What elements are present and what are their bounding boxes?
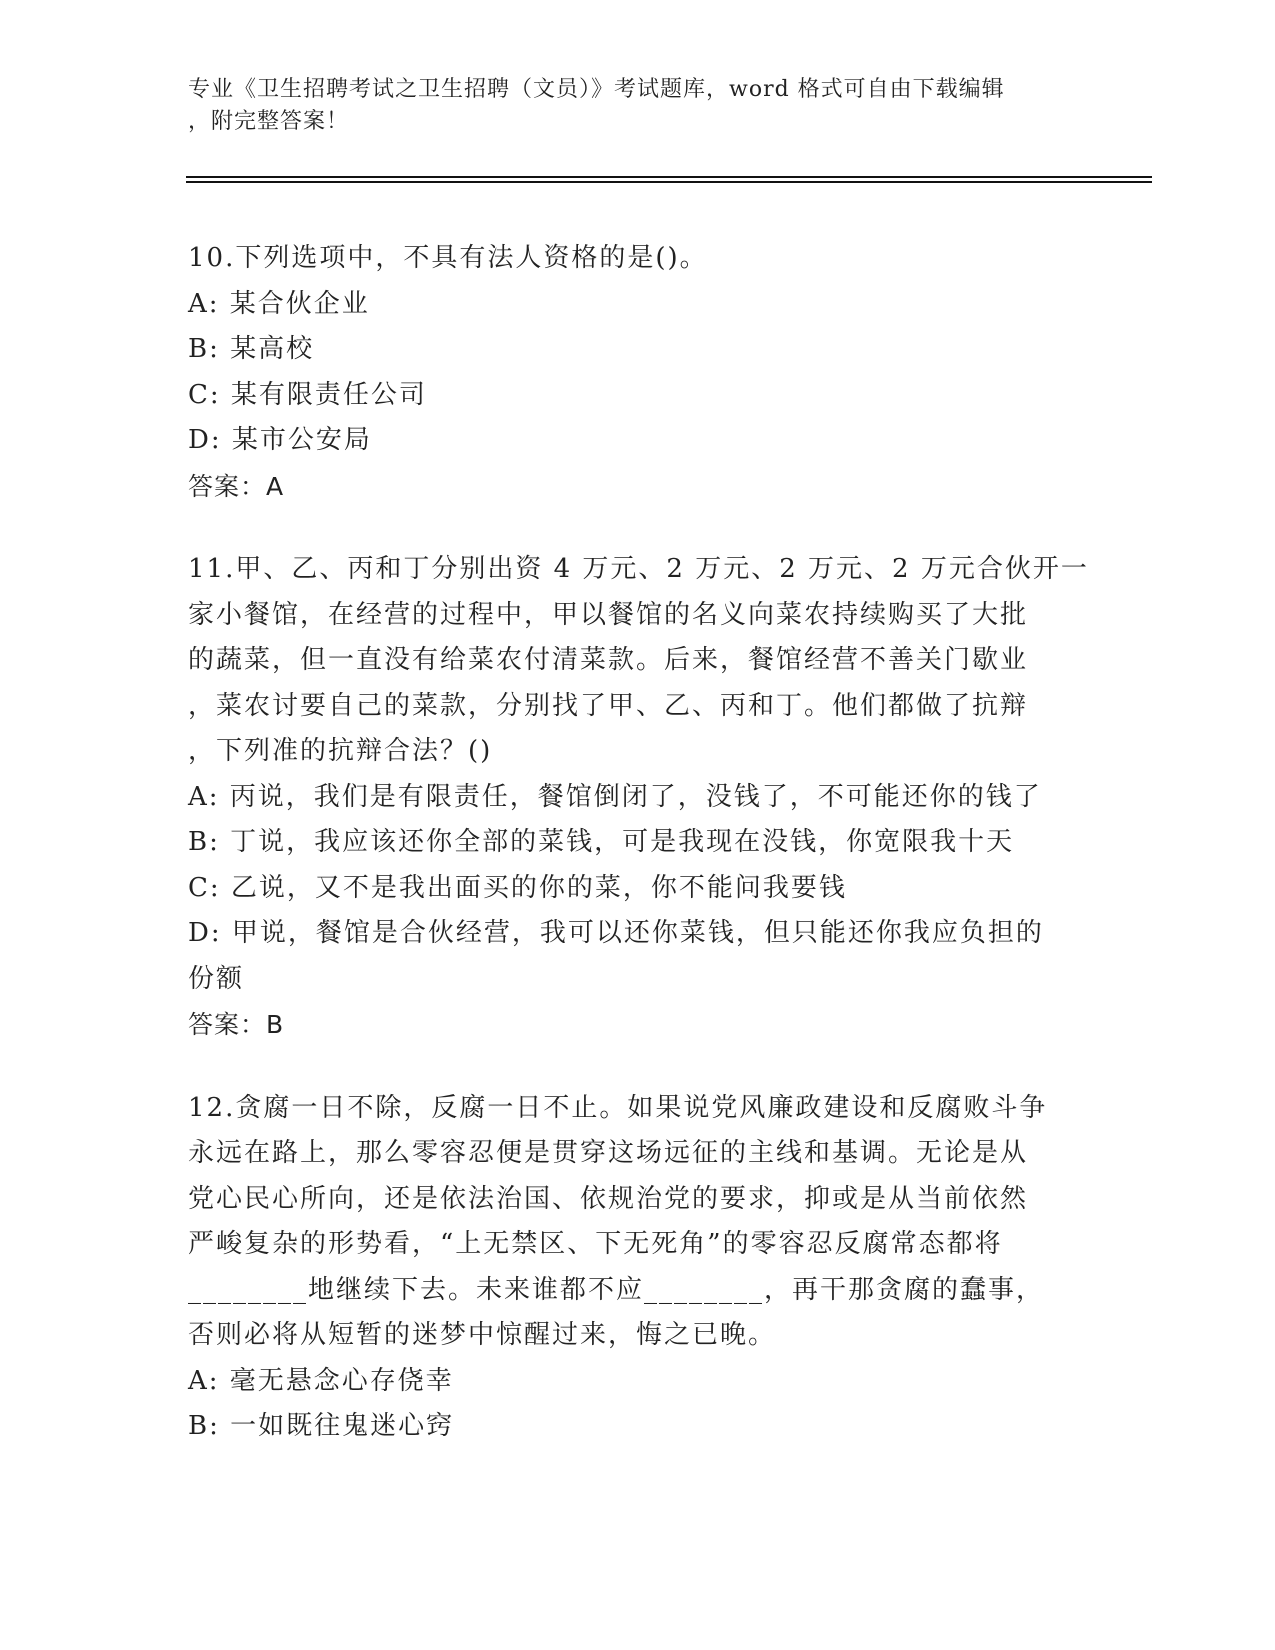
question-text: ，菜农讨要自己的菜款，分别找了甲、乙、丙和丁。他们都做了抗辩 — [188, 690, 1029, 721]
option-b: B: 一如既往鬼迷心窍 — [188, 1411, 455, 1441]
option-a: A: 某合伙企业 — [188, 288, 370, 319]
question-text: 11.甲、乙、丙和丁分别出资 4 万元、2 万元、2 万元、2 万元合伙开一 — [188, 554, 1089, 584]
question-text: 10.下列选项中，不具有法人资格的是()。 — [188, 243, 708, 273]
option-d-continued: 份额 — [188, 963, 245, 994]
option-c: C: 某有限责任公司 — [188, 379, 427, 410]
question-text: ________地继续下去。未来谁都不应________，再干那贪腐的蠢事， — [188, 1274, 1045, 1305]
header-divider-top — [186, 176, 1152, 178]
option-b: B: 丁说，我应该还你全部的菜钱，可是我现在没钱，你宽限我十天 — [188, 827, 1015, 857]
header-line: 专业《卫生招聘考试之卫生招聘（文员）》考试题库，word 格式可自由下载编辑 — [188, 77, 1005, 102]
option-b: B: 某高校 — [188, 334, 315, 364]
option-a: A: 毫无悬念心存侥幸 — [188, 1365, 454, 1396]
question-text: 家小餐馆，在经营的过程中，甲以餐馆的名义向菜农持续购买了大批 — [188, 599, 1029, 630]
header-divider-bottom — [186, 181, 1152, 183]
question-text: 否则必将从短暂的迷梦中惊醒过来，悔之已晚。 — [188, 1320, 777, 1350]
answer-label: 答案：A — [188, 471, 285, 501]
question-11 — [188, 547, 1088, 1048]
document-header — [188, 74, 1068, 138]
question-text: 党心民心所向，还是依法治国、依规治党的要求，抑或是从当前依然 — [188, 1183, 1029, 1214]
question-text: 严峻复杂的形势看，“上无禁区、下无死角”的零容忍反腐常态都将 — [188, 1229, 1003, 1259]
question-text: 12.贪腐一日不除，反腐一日不止。如果说党风廉政建设和反腐败斗争 — [188, 1092, 1048, 1123]
question-text: 永远在路上，那么零容忍便是贯穿这场远征的主线和基调。无论是从 — [188, 1138, 1029, 1168]
question-text: ，下列准的抗辩合法？() — [188, 736, 493, 766]
question-list — [188, 236, 1088, 1488]
option-d: D: 甲说，餐馆是合伙经营，我可以还你菜钱，但只能还你我应负担的 — [188, 918, 1044, 948]
option-a: A: 丙说，我们是有限责任，餐馆倒闭了，没钱了，不可能还你的钱了 — [188, 781, 1042, 812]
option-c: C: 乙说，又不是我出面买的你的菜，你不能问我要钱 — [188, 872, 847, 903]
option-d: D: 某市公安局 — [188, 425, 372, 455]
answer-label: 答案：B — [188, 1010, 285, 1039]
question-text: 的蔬菜，但一直没有给菜农付清菜款。后来，餐馆经营不善关门歇业 — [188, 645, 1029, 675]
question-12 — [188, 1086, 1088, 1450]
question-10 — [188, 236, 1088, 509]
header-line: ，附完整答案！ — [188, 109, 350, 134]
